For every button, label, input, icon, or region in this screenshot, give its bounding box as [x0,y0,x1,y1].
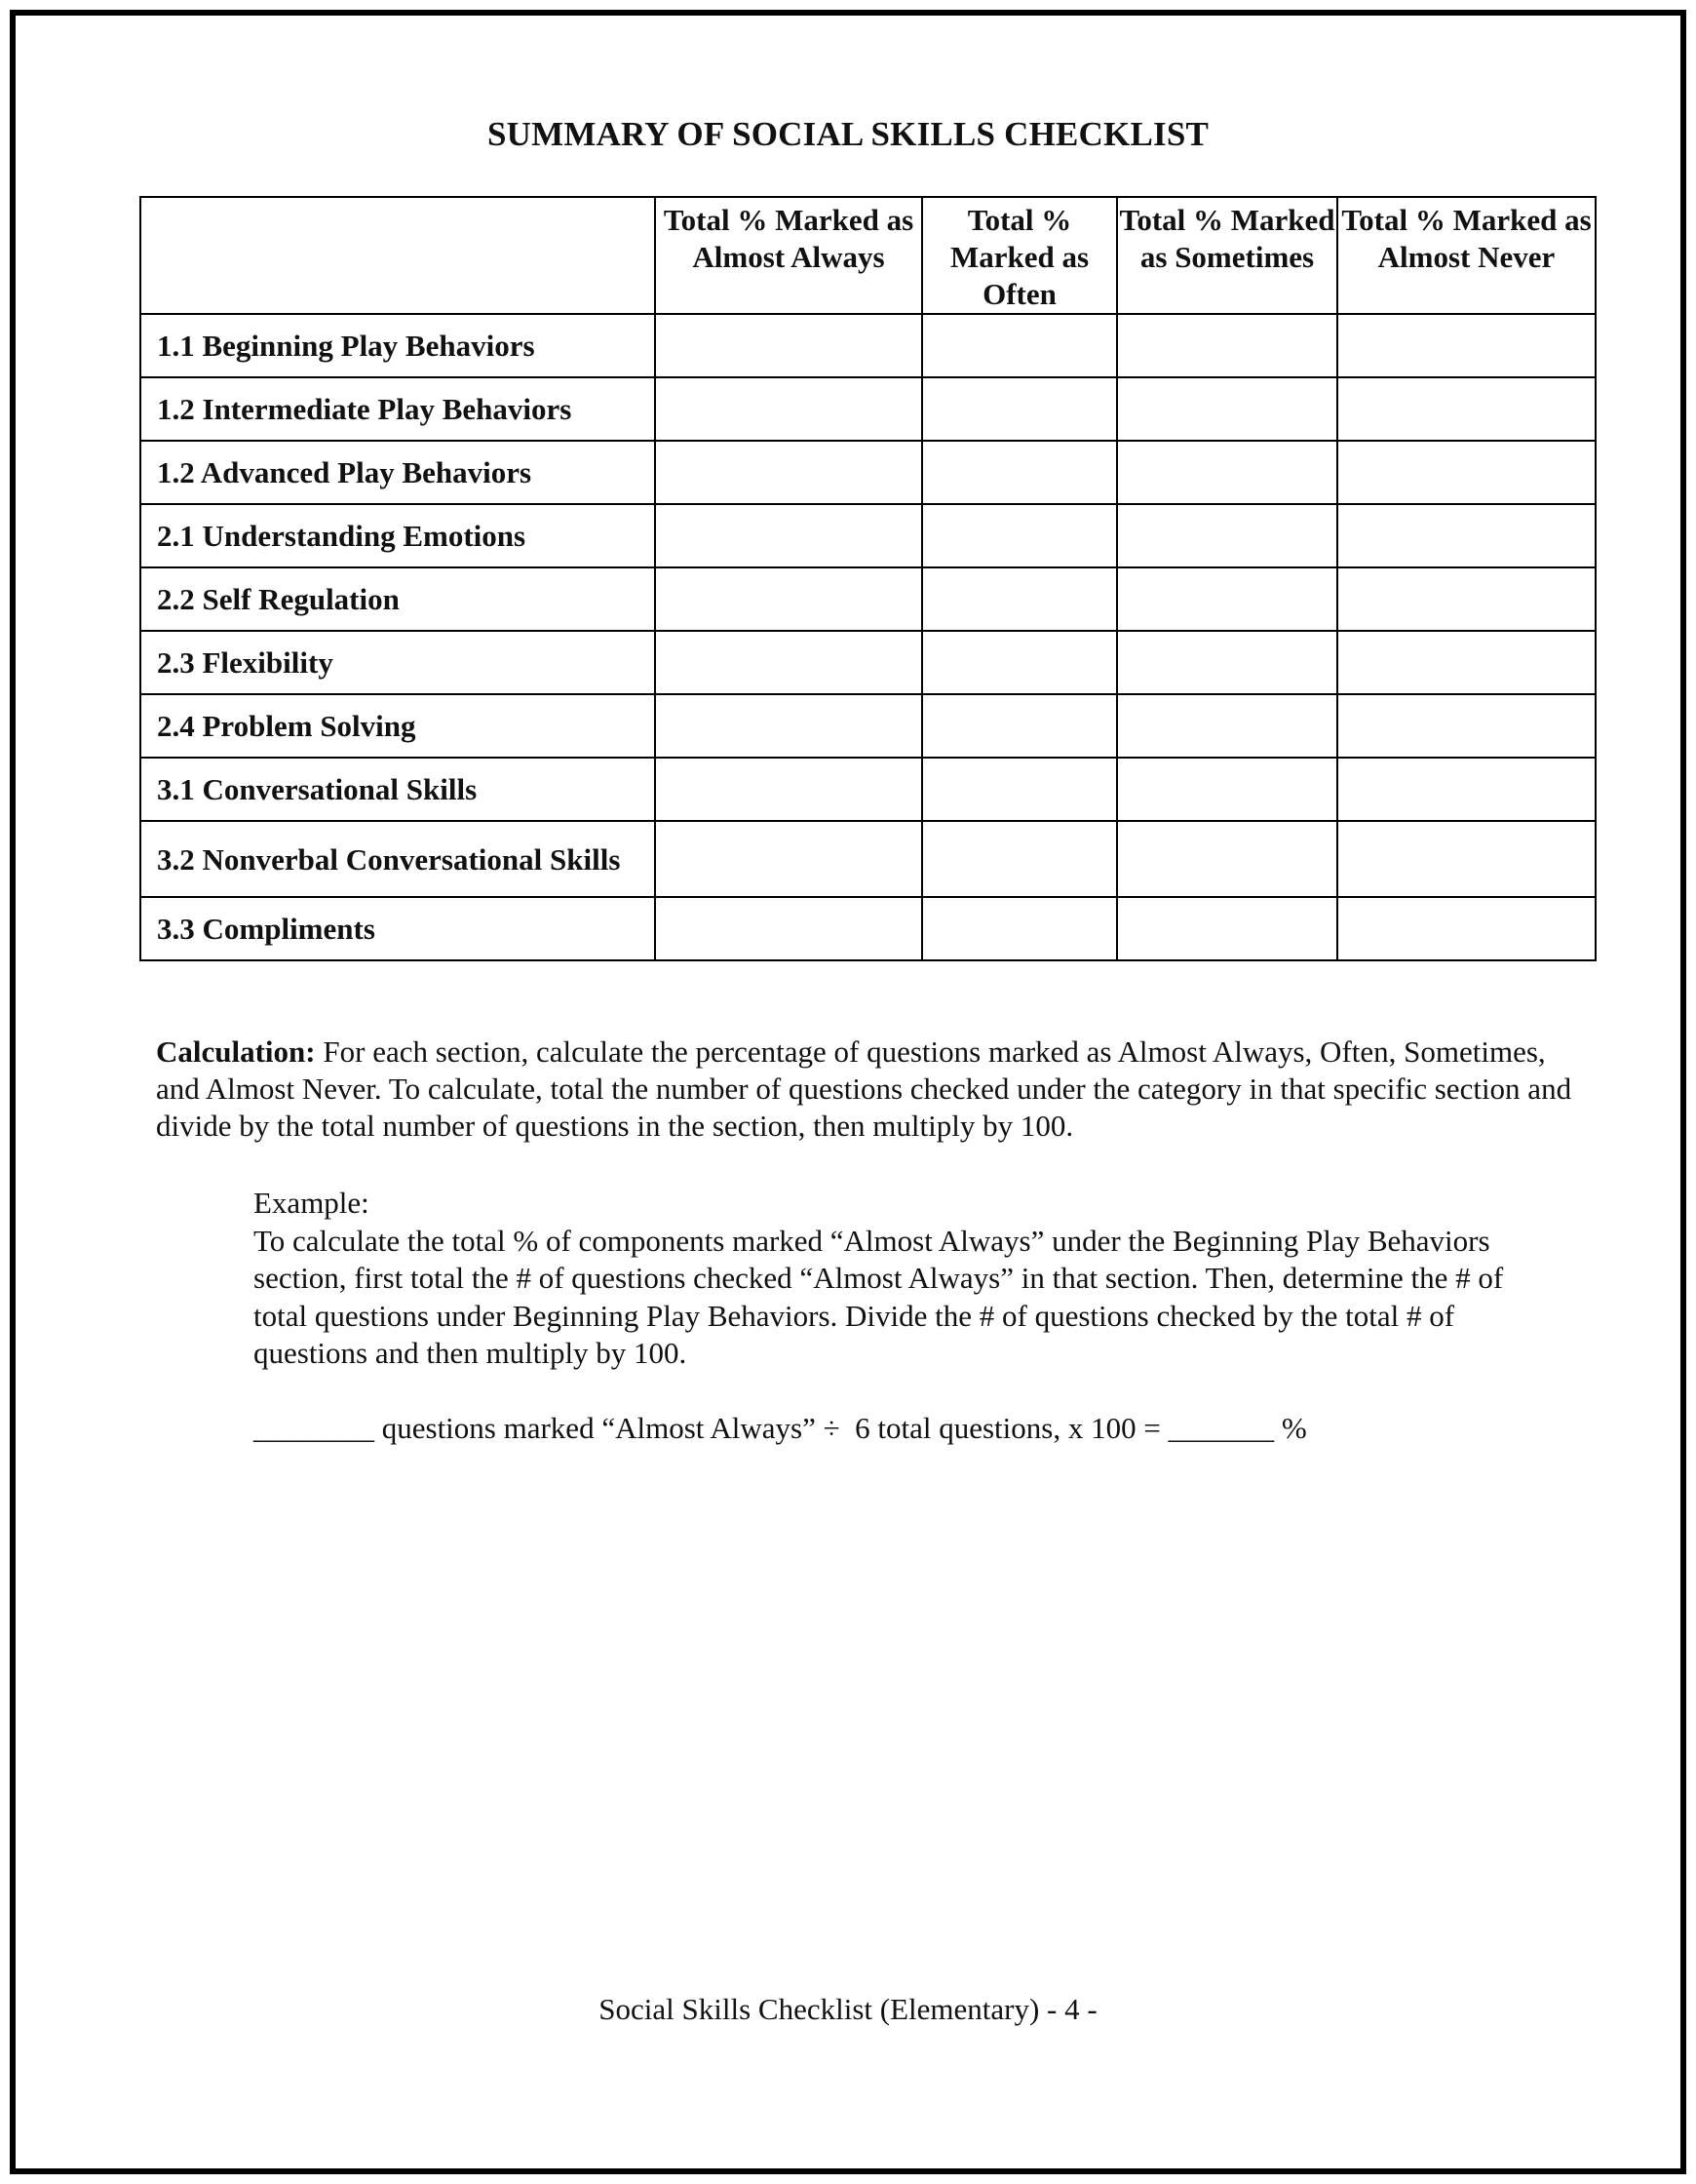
cell-almost-always[interactable] [655,441,922,504]
cell-often[interactable] [922,897,1117,960]
cell-often[interactable] [922,441,1117,504]
cell-almost-never[interactable] [1337,821,1596,897]
cell-sometimes[interactable] [1117,897,1337,960]
table-row [140,694,1596,758]
cell-sometimes[interactable] [1117,821,1337,897]
cell-almost-never[interactable] [1337,631,1596,694]
cell-almost-always[interactable] [655,694,922,758]
row-label: 2.1 Understanding Emotions [140,504,655,567]
cell-often[interactable] [922,631,1117,694]
calculation-label: Calculation: [156,1034,316,1069]
header-blank [140,197,655,314]
table-row [140,897,1596,960]
row-label: 3.3 Compliments [140,897,655,960]
row-label: 1.2 Advanced Play Behaviors [140,441,655,504]
row-label: 1.2 Intermediate Play Behaviors [140,377,655,441]
cell-almost-never[interactable] [1337,758,1596,821]
table-row [140,377,1596,441]
cell-almost-never[interactable] [1337,897,1596,960]
cell-sometimes[interactable] [1117,758,1337,821]
table-row [140,314,1596,377]
cell-almost-always[interactable] [655,504,922,567]
formula-line: ________ questions marked “Almost Always” ÷ 6 total questions, x 100 = _______ % [253,1411,1307,1445]
row-label: 2.4 Problem Solving [140,694,655,758]
cell-often[interactable] [922,377,1117,441]
cell-often[interactable] [922,567,1117,631]
row-label: 3.1 Conversational Skills [140,758,655,821]
row-label: 2.2 Self Regulation [140,567,655,631]
cell-often[interactable] [922,314,1117,377]
row-label: 1.1 Beginning Play Behaviors [140,314,655,377]
cell-sometimes[interactable] [1117,631,1337,694]
cell-often[interactable] [922,504,1117,567]
cell-sometimes[interactable] [1117,441,1337,504]
cell-sometimes[interactable] [1117,377,1337,441]
page-title: SUMMARY OF SOCIAL SKILLS CHECKLIST [486,115,1210,153]
calculation-text: For each section, calculate the percentage of questions marked as Almost Always, Often, Sometimes, and Almost Never. To calculate, total the number of questions checked under the category in that specific section and divide by the total number of questions in the section, then multiply by 100. [156,1034,1572,1143]
cell-often[interactable] [922,821,1117,897]
cell-almost-never[interactable] [1337,567,1596,631]
summary-table [139,196,1597,961]
cell-almost-always[interactable] [655,314,922,377]
cell-almost-never[interactable] [1337,314,1596,377]
example-heading: Example: [253,1186,369,1220]
table-header-row [140,197,1596,314]
cell-almost-never[interactable] [1337,377,1596,441]
cell-almost-never[interactable] [1337,504,1596,567]
page-footer: Social Skills Checklist (Elementary) - 4 - [598,1992,1098,2026]
cell-often[interactable] [922,758,1117,821]
row-label-text: 3.2 Nonverbal Conversational Skills [157,841,621,877]
header-sometimes: Total % Marked as Sometimes [1117,197,1337,314]
cell-sometimes[interactable] [1117,314,1337,377]
table-row [140,504,1596,567]
row-label: 2.3 Flexibility [140,631,655,694]
cell-almost-always[interactable] [655,758,922,821]
cell-almost-never[interactable] [1337,441,1596,504]
example-block [253,1185,1560,1373]
table-row [140,821,1596,897]
header-almost-always: Total % Marked as Almost Always [655,197,922,314]
cell-almost-always[interactable] [655,897,922,960]
table-row [140,631,1596,694]
cell-sometimes[interactable] [1117,567,1337,631]
cell-sometimes[interactable] [1117,504,1337,567]
header-often: Total % Marked as Often [922,197,1117,314]
example-text: To calculate the total % of components marked “Almost Always” under the Beginning Play Behaviors section, first total the # of questions checked “Almost Always” in that section. Then, determine the # of total questions under Beginning Play Behaviors. Divide the # of questions checked by the total # of questions and then multiply by 100. [253,1223,1504,1370]
cell-almost-always[interactable] [655,631,922,694]
cell-almost-always[interactable] [655,377,922,441]
cell-almost-never[interactable] [1337,694,1596,758]
table-row [140,758,1596,821]
table-row [140,441,1596,504]
cell-almost-always[interactable] [655,821,922,897]
header-almost-never: Total % Marked as Almost Never [1337,197,1596,314]
calculation-paragraph [156,1034,1579,1145]
cell-often[interactable] [922,694,1117,758]
cell-sometimes[interactable] [1117,694,1337,758]
cell-almost-always[interactable] [655,567,922,631]
row-label [140,821,655,897]
table-row [140,567,1596,631]
